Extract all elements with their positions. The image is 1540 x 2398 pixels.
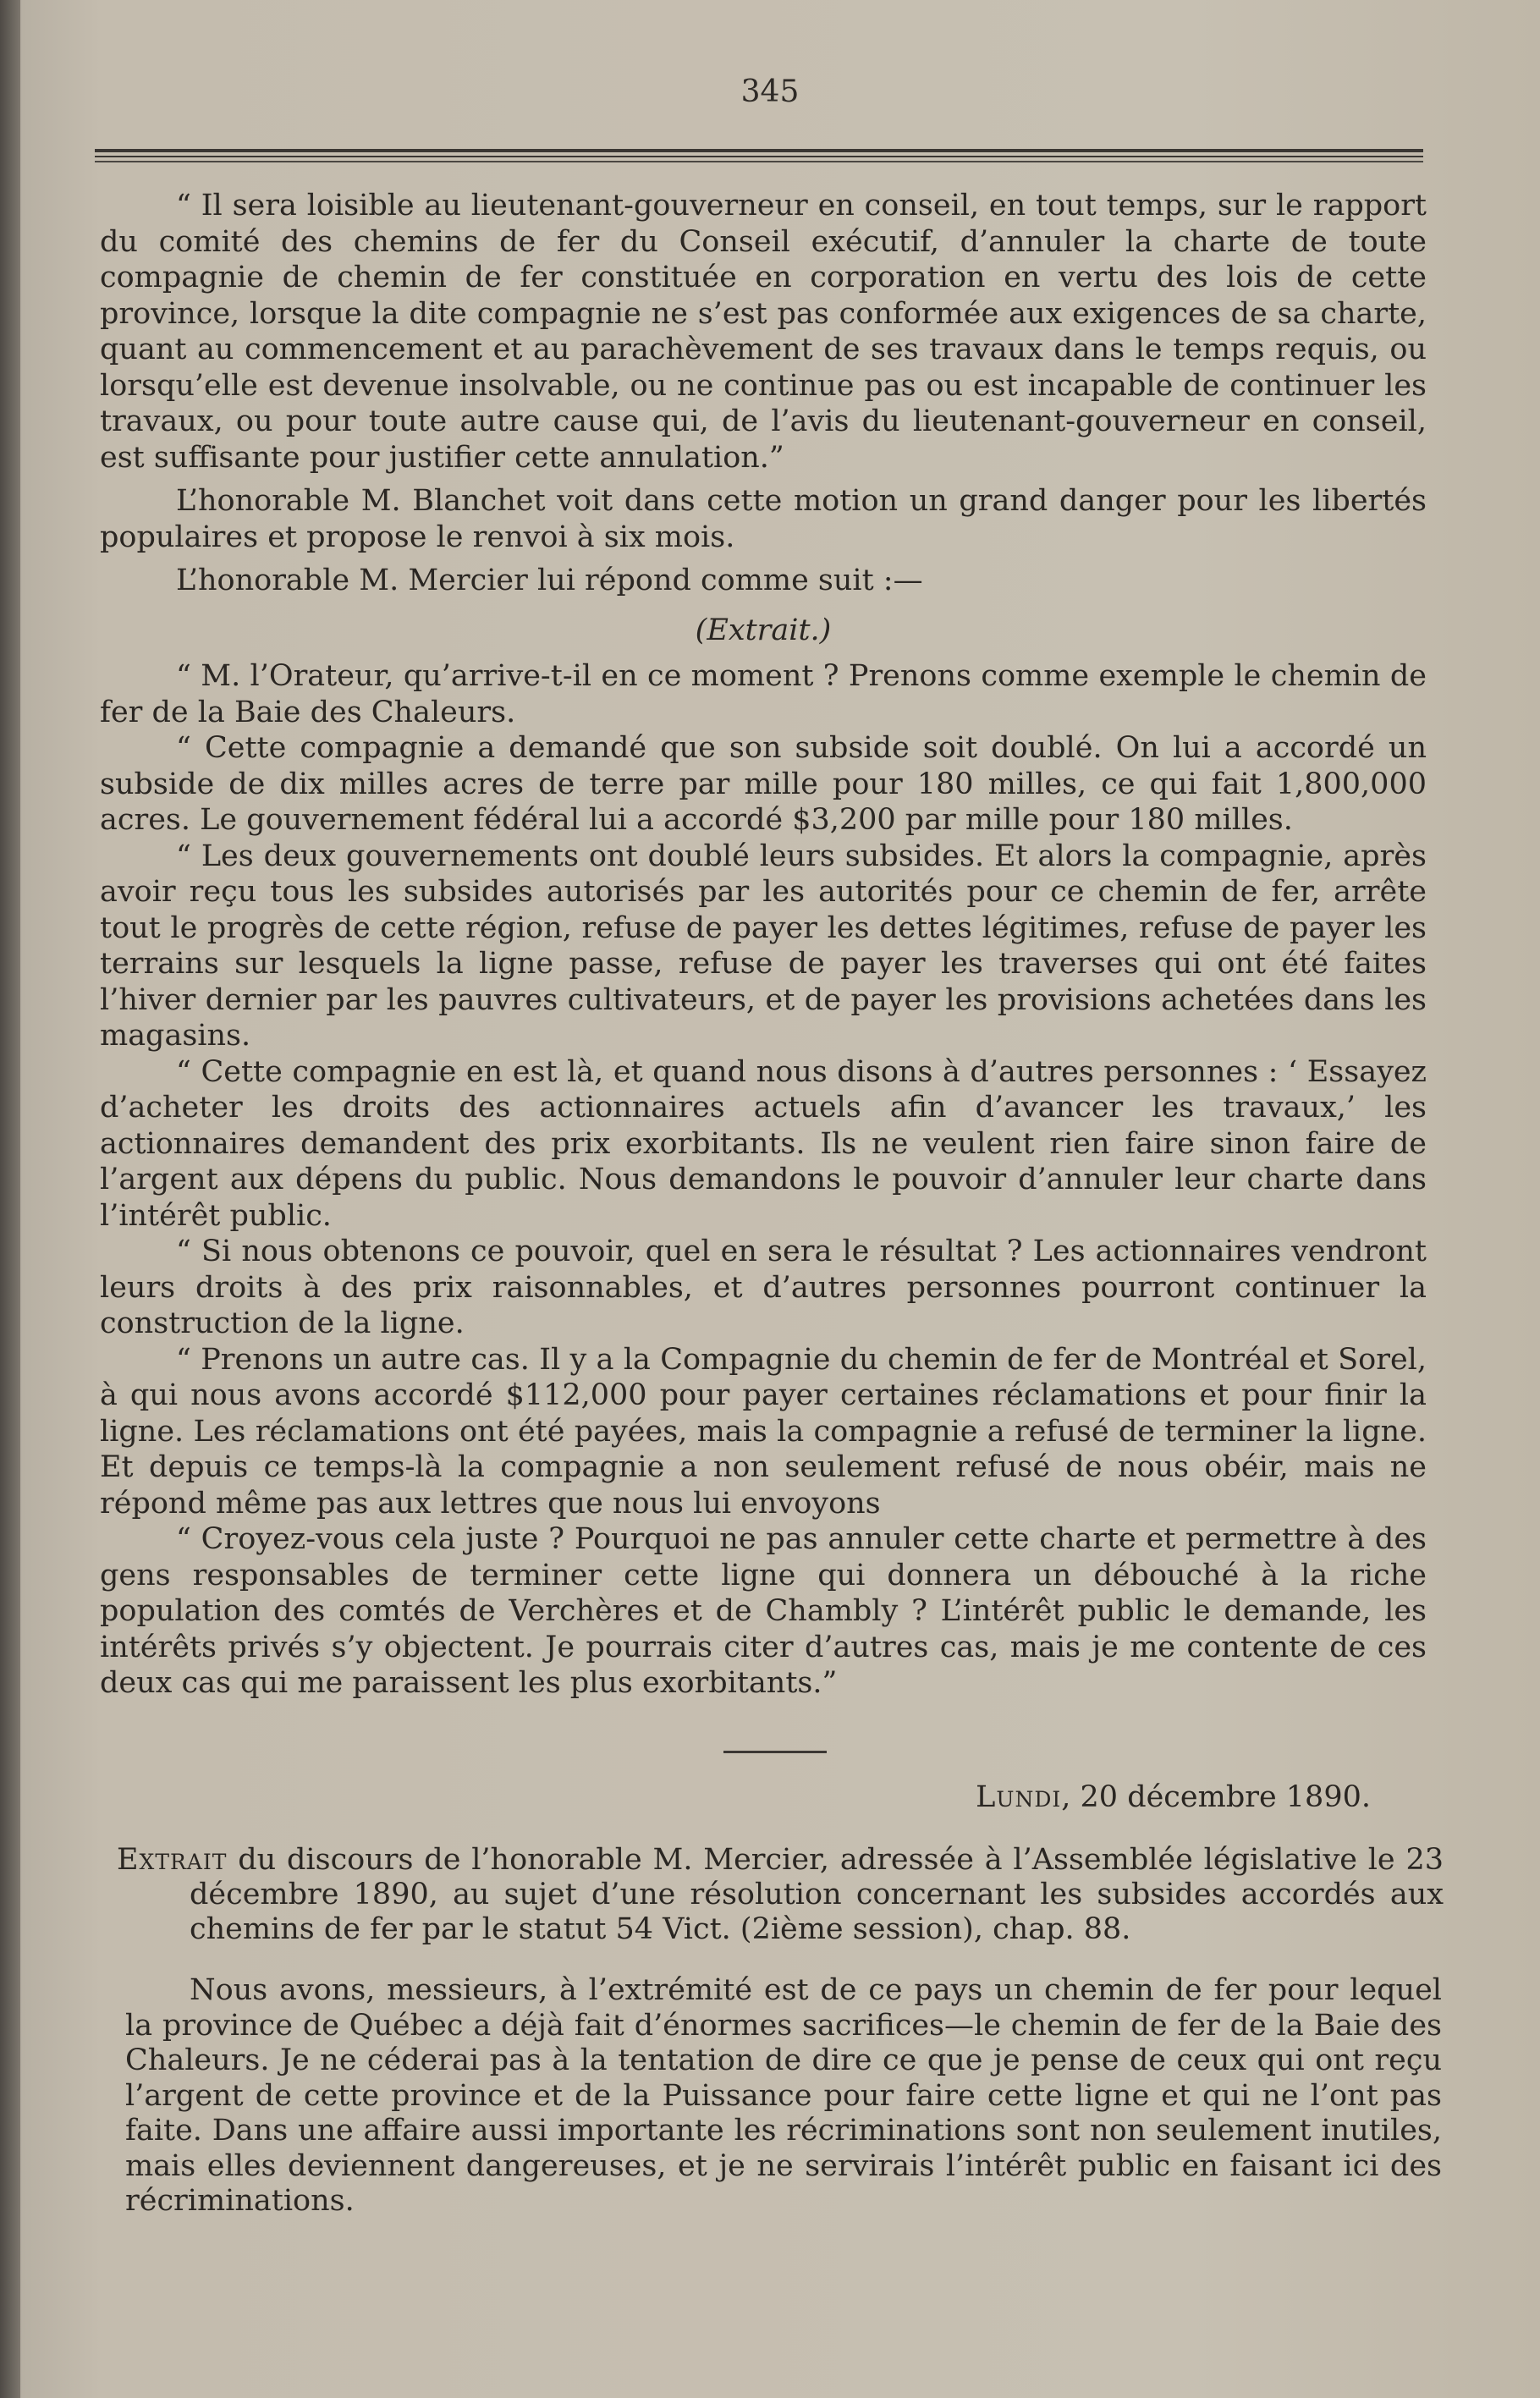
header-rule — [95, 142, 1423, 168]
header-rule-thin-lower — [95, 161, 1423, 162]
dateline — [965, 1780, 1371, 1814]
quote-paragraph: “ Les deux gouvernements ont doublé leurs subsides. Et alors la compagnie, après avoir reçu tous les subsides autorisés par les autorités pour ce chemin de fer, arrête tout le progrès de cette région, refuse de payer les dettes légitimes, refuse de payer les terrains sur lesquels la ligne passe, refuse de payer les traverses qui ont été faites l’hiver dernier par les pauvres cultivateurs, et de payer les provisions achetées dans les magasins. — [100, 839, 1427, 1053]
speech-paragraph: Nous avons, messieurs, à l’extrémité est de ce pays un chemin de fer pour lequel la province de Québec a déjà fait d’énormes sacrifices—le chemin de fer de la Baie des Chaleurs. Je ne céderai pas à la tentation de dire ce que je pense de ceux qui ont reçu l’argent de cette province et de la Puissance pour faire cette ligne et qui ne l’ont pas faite. Dans une affaire aussi importante les récriminations sont non seulement inutiles, mais elles deviennent dangereuses, et je ne servirais l’intérêt public en faisant ici des récriminations. — [125, 1973, 1442, 2218]
quote-paragraph: “ Croyez-vous cela juste ? Pourquoi ne pas annuler cette charte et permettre à des gens responsables de terminer cette ligne qui donnera un débouché à la riche population des comtés de Verchères et de Chambly ? L’intérêt public le demande, les intérêts privés s’y objectent. Je pourrais citer d’autres cas, mais je me contente de ces deux cas qui me paraissent les plus exorbitants.” — [100, 1522, 1427, 1700]
dateline-day: Lundi — [976, 1780, 1062, 1814]
extrait-summary-text — [117, 1843, 1444, 1947]
quote-paragraph: “ Cette compagnie en est là, et quand nous disons à d’autres personnes : ‘ Essayez d’acheter les droits des actionnaires actuels afin d’avancer les travaux,’ les actionnaires demandent des prix exorbitants. Ils ne veulent rien faire sinon faire de l’argent aux dépens du public. Nous demandons le pouvoir d’annuler leur charte dans l’intérêt public. — [100, 1054, 1427, 1233]
extrait-heading-text: (Extrait.) — [695, 613, 832, 647]
quote-paragraph: “ Si nous obtenons ce pouvoir, quel en sera le résultat ? Les actionnaires vendront leurs droits à des prix raisonnables, et d’autres personnes pourront continuer la construction de la ligne. — [100, 1235, 1427, 1340]
quote-paragraph: “ M. l’Orateur, qu’arrive-t-il en ce moment ? Prenons comme exemple le chemin de fer de la Baie des Chaleurs. — [100, 659, 1427, 729]
paragraph: L’honorable M. Mercier lui répond comme suit :— — [176, 564, 923, 597]
quote-paragraph: “ Cette compagnie a demandé que son subside soit doublé. On lui a accordé un subside de dix milles acres de terre par mille pour 180 milles, ce qui fait 1,800,000 acres. Le gouvernement fédéral lui a accordé $3,200 par mille pour 180 milles. — [100, 731, 1427, 837]
paragraph: L’honorable M. Blanchet voit dans cette motion un grand danger pour les libertés populaires et propose le renvoi à six mois. — [100, 484, 1427, 554]
section-separator — [723, 1751, 827, 1753]
header-rule-thick — [95, 149, 1423, 152]
quote-paragraph: “ Prenons un autre cas. Il y a la Compagnie du chemin de fer de Montréal et Sorel, à qui nous avons accordé $112,000 pour payer certaines réclamations et pour finir la ligne. Les réclamations ont été payées, mais la compagnie a refusé de terminer la ligne. Et depuis ce temps-là la compagnie a non seulement refusé de nous obéir, mais ne répond même pas aux lettres que nous lui envoyons — [100, 1342, 1427, 1521]
main-text-block — [100, 188, 1427, 1702]
header-rule-thin — [95, 156, 1423, 157]
speech-text-block — [125, 1973, 1442, 2219]
paragraph: “ Il sera loisible au lieutenant-gouverneur en conseil, en tout temps, sur le rapport du comité des chemins de fer du Conseil exécutif, d’annuler la charte de toute compagnie de chemin de fer constituée en corporation en vertu des lois de cette province, lorsque la dite compagnie ne s’est pas conformée aux exigences de sa charte, quant au commencement et au parachèvement de ses travaux dans le temps requis, ou lorsqu’elle est devenue insolvable, ou ne continue pas ou est incapable de continuer les travaux, ou pour toute autre cause qui, de l’avis du lieutenant-gouverneur en conseil, est suffisante pour justifier cette annulation.” — [100, 189, 1427, 475]
extrait-heading — [100, 613, 1427, 649]
extrait-body: du discours de l’honorable M. Mercier, adressée à l’Assemblée législative le 23 décembre 1890, au sujet d’une résolution concernant les subsides accordés aux chemins de fer par le statut 54 Vict. (2ième session), chap. 88. — [190, 1843, 1444, 1946]
extrait-lead: Extrait — [117, 1843, 228, 1877]
book-binding-edge — [0, 0, 20, 2398]
page-number: 345 — [740, 74, 800, 109]
dateline-date: , 20 décembre 1890. — [1061, 1780, 1371, 1814]
extrait-summary — [117, 1843, 1444, 1947]
